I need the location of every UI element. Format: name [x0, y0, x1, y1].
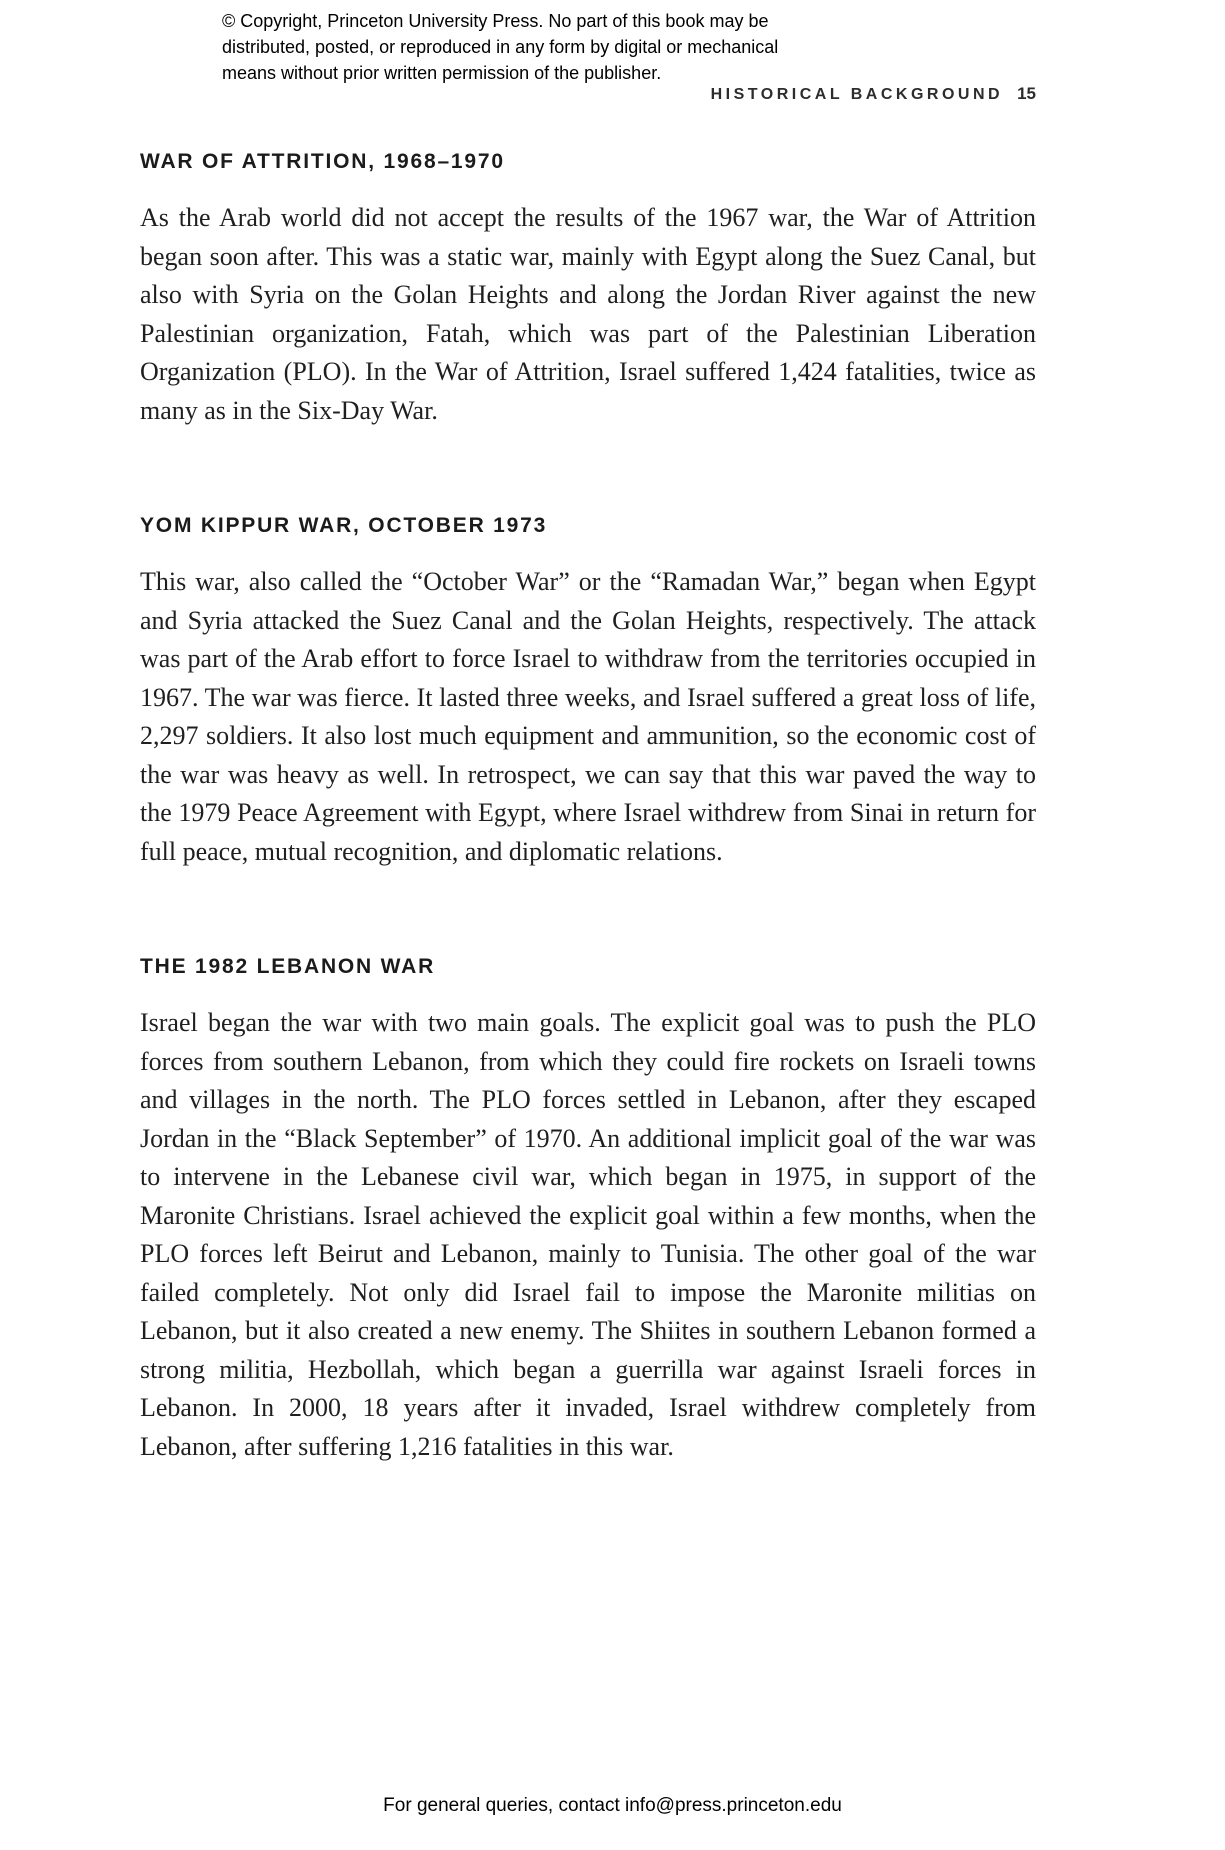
copyright-notice — [222, 8, 778, 86]
running-head-row — [140, 84, 1036, 104]
copyright-line: distributed, posted, or reproduced in any form by digital or mechanical — [222, 37, 779, 57]
footer-contact-line: For general queries, contact info@press.princeton.edu — [383, 1795, 842, 1816]
section-body: Israel began the war with two main goals. The explicit goal was to push the PLO forces from southern Lebanon, from which they could fire rockets on Israeli towns and villages in the north. The PLO forces settled in Lebanon, after they escaped Jordan in the “Black September” of 1970. An additional implicit goal of the war was to intervene in the Lebanese civil war, which began in 1975, in support of the Maronite Christians. Israel achieved the explicit goal within a few months, when the PLO forces left Beirut and Lebanon, mainly to Tunisia. The other goal of the war failed completely. Not only did Israel fail to impose the Maronite militias on Lebanon, but it also created a new enemy. The Shiites in southern Lebanon formed a strong militia, Hezbollah, which began a guerrilla war against Israeli forces in Lebanon. In 2000, 18 years after it invaded, Israel withdrew completely from Lebanon, after suffering 1,216 fatalities in this war. — [140, 1008, 1036, 1461]
copyright-line: means without prior written permission of the publisher. — [222, 63, 662, 83]
section-heading: THE 1982 LEBANON WAR — [140, 955, 436, 978]
running-head: HISTORICAL BACKGROUND — [710, 86, 1004, 103]
copyright-line: © Copyright, Princeton University Press. No part of this book may be — [222, 11, 769, 31]
section-body: As the Arab world did not accept the results of the 1967 war, the War of Attrition began soon after. This was a static war, mainly with Egypt along the Suez Canal, but also with Syria on the Golan Heights and along the Jordan River against the new Palestinian organization, Fatah, which was part of the Palestinian Liberation Organization (PLO). In the War of Attrition, Israel suffered 1,424 fatalities, twice as many as in the Six-Day War. — [140, 203, 1036, 425]
section-war-of-attrition — [140, 150, 1036, 430]
section-heading: YOM KIPPUR WAR, OCTOBER 1973 — [140, 514, 548, 537]
page-number: 15 — [1017, 84, 1036, 103]
section-heading: WAR OF ATTRITION, 1968–1970 — [140, 150, 505, 173]
section-yom-kippur-war — [140, 514, 1036, 871]
page-content — [140, 150, 1036, 1466]
section-body: This war, also called the “October War” or the “Ramadan War,” began when Egypt and Syria attacked the Suez Canal and the Golan Heights, respectively. The attack was part of the Arab effort to force Israel to withdraw from the territories occupied in 1967. The war was fierce. It lasted three weeks, and Israel suffered a great loss of life, 2,297 soldiers. It also lost much equipment and ammunition, so the economic cost of the war was heavy as well. In retrospect, we can say that this war paved the way to the 1979 Peace Agreement with Egypt, where Israel withdrew from Sinai in return for full peace, mutual recognition, and diplomatic relations. — [140, 567, 1036, 866]
section-1982-lebanon-war — [140, 955, 1036, 1466]
